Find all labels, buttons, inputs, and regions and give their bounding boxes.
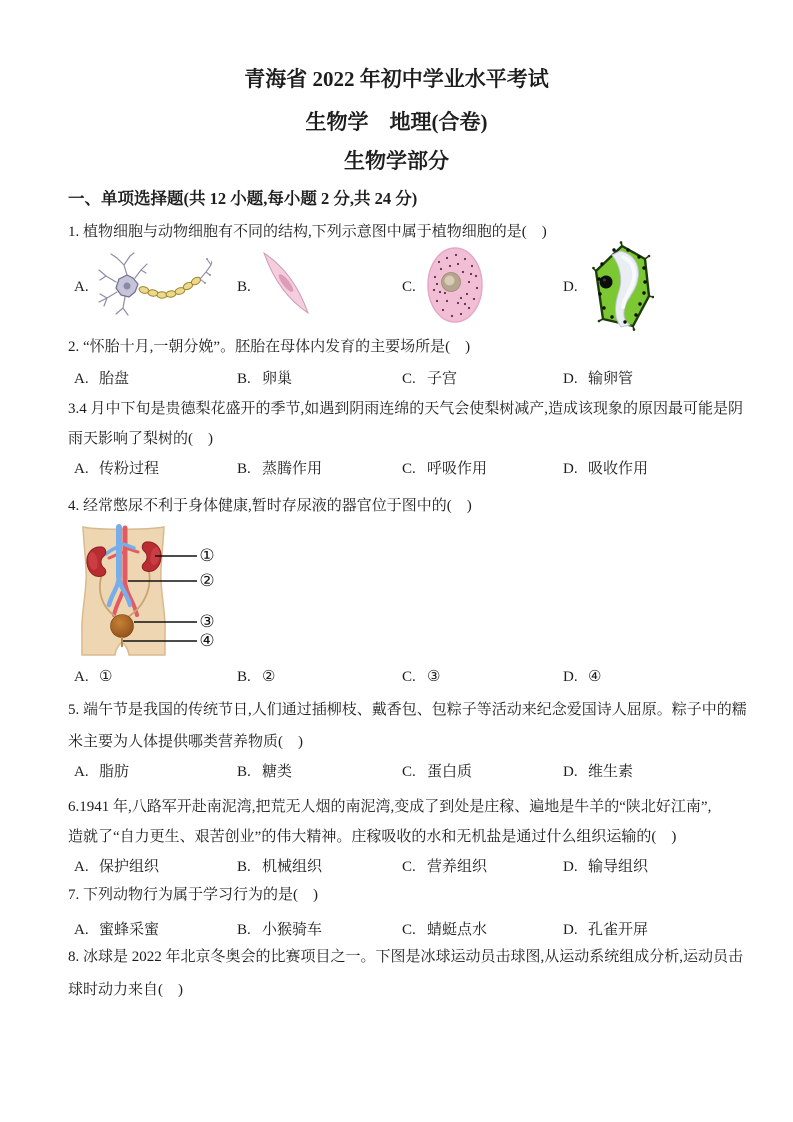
option-label: D. — [563, 859, 578, 875]
option-label: A. — [74, 859, 89, 875]
question-7-options — [0, 915, 793, 945]
option-a — [74, 852, 159, 882]
option-c — [402, 757, 472, 787]
option-text: 脂肪 — [99, 764, 130, 780]
question-8-text-line-2: 球时动力来自( ) — [68, 982, 183, 998]
question-6-text-line-1: 6.1941 年,八路军开赴南泥湾,把荒无人烟的南泥湾,变成了到处是庄稼、遍地是牛羊的“陕北好江南”, — [68, 799, 712, 815]
option-a-label: A. — [74, 279, 89, 295]
option-d-label: D. — [563, 279, 578, 295]
option-label: D. — [563, 461, 578, 477]
option-label: C. — [402, 764, 416, 780]
section-heading: 一、单项选择题(共 12 小题,每小题 2 分,共 24 分) — [68, 189, 418, 208]
option-text: ④ — [588, 669, 602, 685]
option-text: 蜜蜂采蜜 — [99, 922, 160, 938]
option-label: A. — [74, 461, 89, 477]
option-label: C. — [402, 371, 416, 387]
option-d — [563, 757, 633, 787]
option-c-label: C. — [402, 279, 416, 295]
exam-subject-title: 生物学 地理(合卷) — [305, 110, 488, 134]
option-d — [563, 662, 601, 692]
question-3-options — [0, 454, 793, 484]
question-6-text-line-2: 造就了“自力更生、艰苦创业”的伟大精神。庄稼吸收的水和无机盐是通过什么组织运输的( ) — [68, 829, 677, 845]
option-text: 卵巢 — [262, 371, 293, 387]
option-b — [237, 454, 322, 484]
question-5-options — [0, 757, 793, 787]
question-2-options — [0, 364, 793, 394]
question-7-text: 7. 下列动物行为属于学习行为的是( ) — [68, 887, 318, 903]
option-text: 输卵管 — [588, 371, 634, 387]
option-c — [402, 852, 487, 882]
option-label: B. — [237, 461, 251, 477]
smooth-muscle-cell-image — [254, 249, 320, 319]
nerve-cell-image — [97, 252, 212, 318]
option-label: B. — [237, 859, 251, 875]
option-a — [74, 757, 129, 787]
option-b — [237, 662, 275, 692]
question-4-options — [0, 662, 793, 692]
option-label: B. — [237, 371, 251, 387]
option-text: ③ — [427, 669, 441, 685]
option-text: 呼吸作用 — [427, 461, 488, 477]
diagram-label-4: ④ — [199, 631, 215, 650]
option-label: B. — [237, 922, 251, 938]
option-text: 营养组织 — [427, 859, 488, 875]
option-text: 保护组织 — [99, 859, 160, 875]
option-text: 蛋白质 — [427, 764, 473, 780]
option-label: A. — [74, 371, 89, 387]
option-label: D. — [563, 669, 578, 685]
option-text: 子宫 — [427, 371, 458, 387]
option-label: C. — [402, 461, 416, 477]
plant-cell-image — [592, 241, 654, 331]
option-label: C. — [402, 859, 416, 875]
question-1-text: 1. 植物细胞与动物细胞有不同的结构,下列示意图中属于植物细胞的是( ) — [68, 224, 547, 240]
option-b — [237, 757, 292, 787]
question-5-text-line-1: 5. 端午节是我国的传统节日,人们通过插柳枝、戴香包、包粽子等活动来纪念爱国诗人屈原。粽子中的糯 — [68, 702, 747, 718]
option-d — [563, 454, 648, 484]
option-text: 糖类 — [262, 764, 293, 780]
option-d — [563, 364, 633, 394]
question-3-text-line-2: 雨天影响了梨树的( ) — [68, 431, 213, 447]
option-label: A. — [74, 922, 89, 938]
option-text: 吸收作用 — [588, 461, 649, 477]
exam-title: 青海省 2022 年初中学业水平考试 — [244, 67, 549, 91]
option-text: 孔雀开屏 — [588, 922, 649, 938]
question-4-text: 4. 经常憋尿不利于身体健康,暂时存尿液的器官位于图中的( ) — [68, 498, 472, 514]
option-text: 小猴骑车 — [262, 922, 323, 938]
option-c — [402, 364, 457, 394]
option-label: A. — [74, 669, 89, 685]
option-text: 蜻蜓点水 — [427, 922, 488, 938]
option-label: D. — [563, 371, 578, 387]
option-c — [402, 915, 487, 945]
option-text: 传粉过程 — [99, 461, 160, 477]
option-text: 机械组织 — [262, 859, 323, 875]
egg-cell-image — [425, 246, 485, 324]
option-text: ① — [99, 669, 113, 685]
option-d — [563, 915, 648, 945]
option-label: C. — [402, 669, 416, 685]
option-d — [563, 852, 648, 882]
question-6-options — [0, 852, 793, 882]
option-a — [74, 454, 159, 484]
option-text: 胎盘 — [99, 371, 130, 387]
option-label: A. — [74, 764, 89, 780]
question-3-text-line-1: 3.4 月中下旬是贵德梨花盛开的季节,如遇到阴雨连绵的天气会使梨树减产,造成该现象的原因最可能是阴 — [68, 401, 744, 417]
option-label: B. — [237, 764, 251, 780]
option-a — [74, 662, 112, 692]
diagram-label-3: ③ — [199, 612, 215, 631]
question-2-text: 2. “怀胎十月,一朝分娩”。胚胎在母体内发育的主要场所是( ) — [68, 339, 471, 355]
diagram-label-1: ① — [199, 546, 215, 565]
option-b — [237, 364, 292, 394]
option-label: D. — [563, 764, 578, 780]
exam-part-title: 生物学部分 — [344, 149, 449, 173]
option-b — [237, 915, 322, 945]
diagram-label-2: ② — [199, 571, 215, 590]
option-c — [402, 662, 440, 692]
option-text: ② — [262, 669, 276, 685]
option-text: 维生素 — [588, 764, 634, 780]
question-5-text-line-2: 米主要为人体提供哪类营养物质( ) — [68, 734, 303, 750]
option-a — [74, 364, 129, 394]
option-text: 蒸腾作用 — [262, 461, 323, 477]
option-b-label: B. — [237, 279, 251, 295]
option-c — [402, 454, 487, 484]
option-label: B. — [237, 669, 251, 685]
option-text: 输导组织 — [588, 859, 649, 875]
option-label: D. — [563, 922, 578, 938]
option-label: C. — [402, 922, 416, 938]
option-b — [237, 852, 322, 882]
option-a — [74, 915, 159, 945]
question-8-text-line-1: 8. 冰球是 2022 年北京冬奥会的比赛项目之一。下图是冰球运动员击球图,从运动系统组成分析,运动员击 — [68, 949, 744, 965]
